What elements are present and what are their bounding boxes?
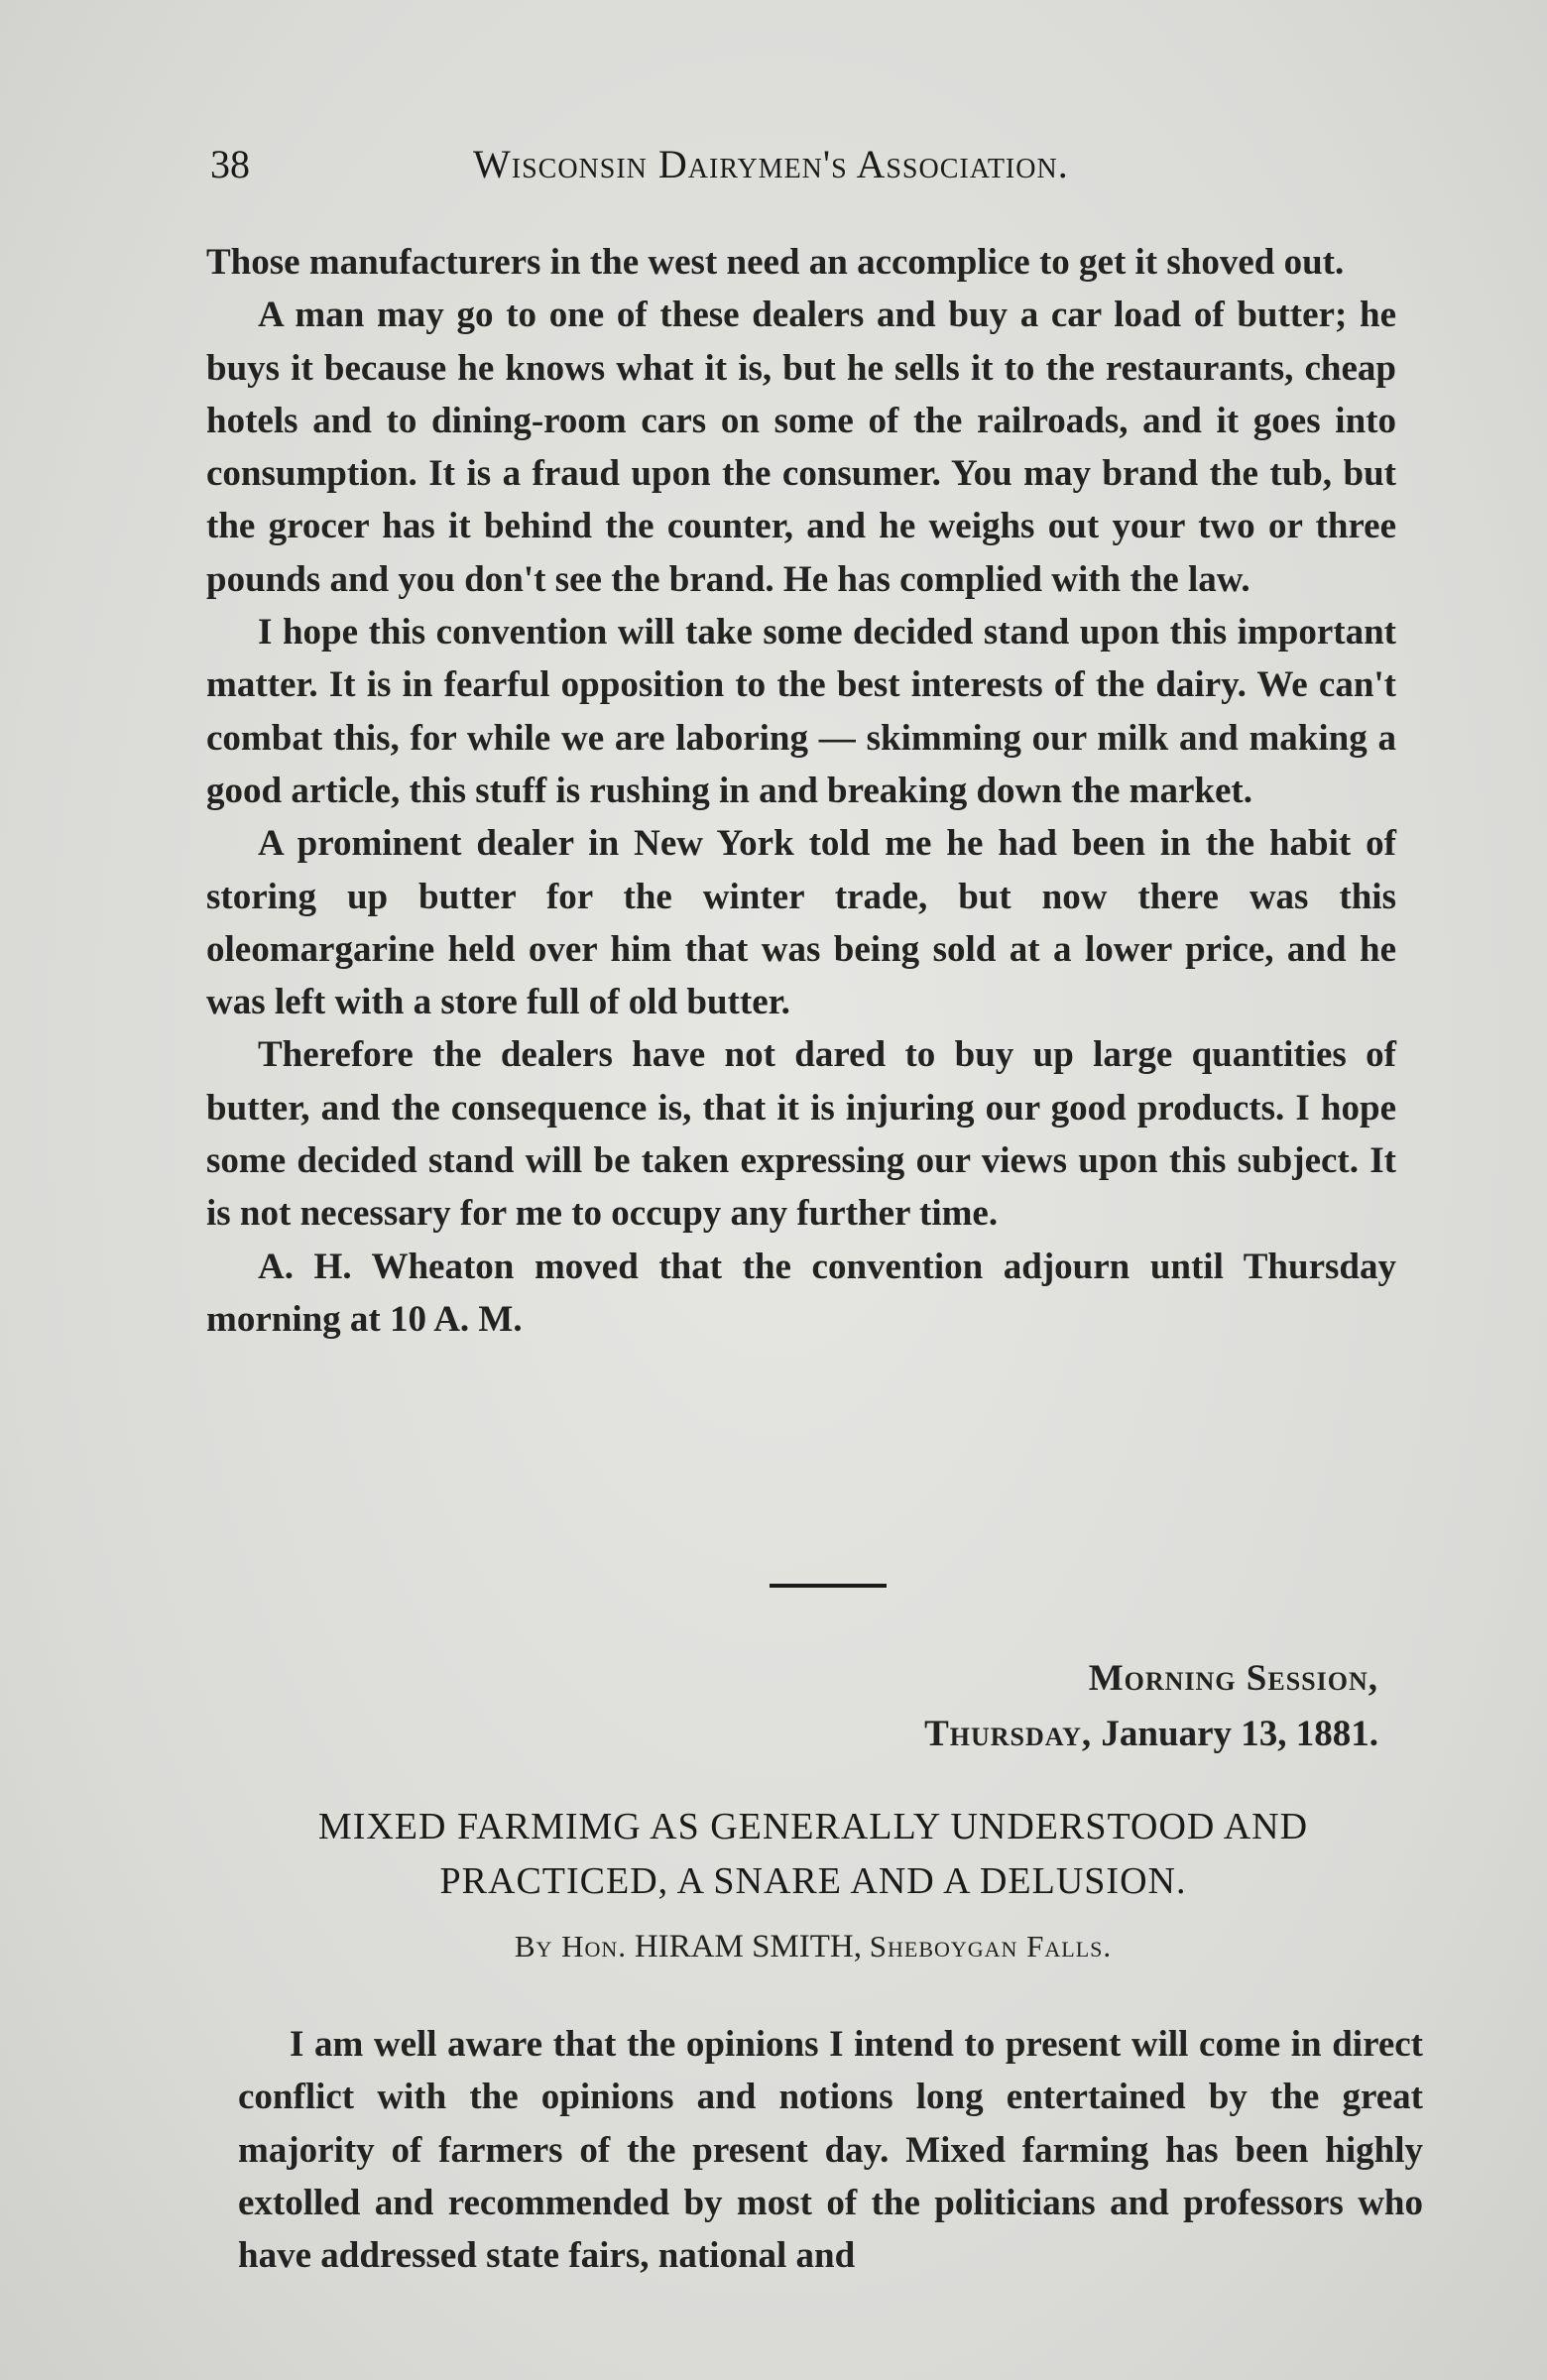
body-text bbox=[206, 236, 1396, 1346]
byline-name: HIRAM SMITH, bbox=[634, 1929, 862, 1964]
session-label: Morning Session, bbox=[1088, 1658, 1378, 1699]
paragraph: I hope this convention will take some decided stand upon this important matter. It is in fearful opposition to the best interests of the dairy. We can't combat this, for while we are laboring — skimming our milk and making a good article, this stuff is rushing in and breaking down the market. bbox=[206, 612, 1396, 811]
article-title bbox=[188, 1800, 1438, 1909]
session-day: Thursday, bbox=[924, 1714, 1093, 1754]
section-divider bbox=[770, 1584, 887, 1588]
paragraph: A prominent dealer in New York told me he had been in the habit of storing up butter for the winter trade, but now there was this oleomargarine held over him that was being sold at a lower price, and he was left with a store full of old butter. bbox=[206, 823, 1396, 1023]
running-title: Wisconsin Dairymen's Association. bbox=[473, 142, 1069, 186]
byline-prefix: By Hon. bbox=[514, 1929, 628, 1964]
byline-place: Sheboygan Falls. bbox=[869, 1929, 1113, 1964]
article-body bbox=[238, 2018, 1423, 2282]
paragraph: A. H. Wheaton moved that the convention adjourn until Thursday morning at 10 A. M. bbox=[206, 1246, 1396, 1340]
article-title-line: MIXED FARMIMG AS GENERALLY UNDERSTOOD AND bbox=[317, 1806, 1309, 1847]
session-date: January 13, 1881. bbox=[1101, 1714, 1378, 1754]
paragraph: Therefore the dealers have not dared to buy up large quantities of butter, and the consequence is, that it is injuring our good products. I hope some decided stand will be taken expressing our views upon this subject. It is not necessary for me to occupy any further time. bbox=[206, 1034, 1396, 1235]
paragraph: A man may go to one of these dealers and buy a car load of butter; he buys it because he knows what it is, but he sells it to the restaurants, cheap hotels and to dining-room cars on some of the railroads, and it goes into consumption. It is a fraud upon the consumer. You may brand the tub, but the grocer has it behind the counter, and he weighs out your two or three pounds and you don't see the brand. He has complied with the law. bbox=[206, 295, 1396, 600]
paragraph: I am well aware that the opinions I intend to present will come in direct conflict with the opinions and notions long entertained by the great majority of farmers of the present day. Mixed farming has been highly extolled and recommended by most of the politicians and professors who have addressed state fairs, national and bbox=[238, 2024, 1423, 2277]
page-header bbox=[210, 141, 1202, 190]
byline bbox=[188, 1929, 1438, 1965]
session-heading bbox=[924, 1651, 1378, 1762]
paragraph: Those manufacturers in the west need an accomplice to get it shoved out. bbox=[206, 242, 1345, 283]
article-title-line: PRACTICED, A SNARE AND A DELUSION. bbox=[439, 1860, 1187, 1902]
page-number: 38 bbox=[210, 142, 250, 186]
